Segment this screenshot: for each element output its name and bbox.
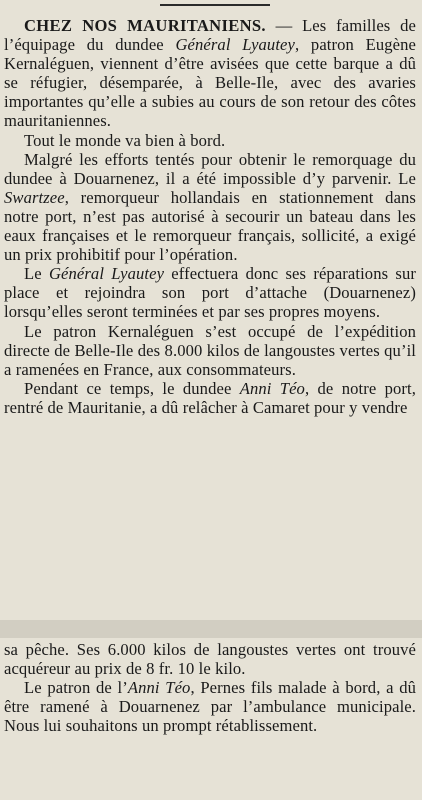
paragraph-4-text-a: Le [24, 264, 49, 284]
article-headline: CHEZ NOS MAURITANIENS. [24, 16, 266, 35]
paragraph-6-continued: sa pêche. Ses 6.000 kilos de langoustes vertes ont trouvé acquéreur au prix de 8 fr. 10 le kilo. [4, 640, 416, 679]
paragraph-7 [4, 678, 416, 735]
paragraph-3-text-a: Malgré les efforts tentés pour obtenir le remorquage du dundee à Douarnenez, il a été impossible d’y parvenir. Le [4, 149, 416, 188]
clipping-seam [0, 620, 422, 638]
anni-teo-name: Anni Téo [239, 378, 305, 398]
paragraph-3-text-b: , remorqueur hollandais en stationnement dans notre port, n’est pas autorisé à secourir un bateau dans les eaux françaises et le remorqueur français, sollicité, a exigé un prix prohibitif pour l’opération. [4, 187, 416, 265]
paragraph-2: Tout le monde va bien à bord. [24, 130, 226, 150]
paragraph-1-text-a: — Les familles de l’équipage du dundee [4, 16, 416, 55]
paragraph-6-text-b: , de notre port, rentré de Mauritanie, a dû relâcher à Camaret pour y vendre [4, 378, 416, 417]
paragraph-1-text-b: , patron Eugène Kernaléguen, viennent d’être avisées que cette barque a dû se réfugier, désemparée, à Belle-Ile, avec des avaries importantes qu’elle a subies au cours de son retour des côtes mauritaniennes. [4, 35, 416, 131]
paragraph-5: Le patron Kernaléguen s’est occupé de l’expédition directe de Belle-Ile des 8.000 kilos de langoustes vertes qu’il a ramenées en France, aux consommateurs. [4, 321, 416, 379]
article-column-upper [4, 16, 416, 417]
top-rule [160, 4, 270, 6]
paragraph-6-text-a: Pendant ce temps, le dundee [24, 378, 240, 398]
paragraph-1 [4, 16, 416, 131]
paragraph-7-text-a: Le patron de l’ [24, 678, 128, 698]
article-column-lower [4, 640, 416, 735]
tug-name: Swartzee [4, 187, 65, 207]
paragraph-4-text-b: effectuera donc ses réparations sur place et rejoindra son port d’attache (Douarnenez) lorsqu’elles seront terminées et par ses propres moyens. [4, 264, 416, 322]
anni-teo-name-2: Anni Téo [127, 678, 191, 698]
paragraph-6 [4, 379, 416, 417]
paragraph-7-text-b: , Pernes fils malade à bord, a dû être ramené à Douarnenez par l’ambulance municipale. Nous lui souhaitons un prompt rétablissement. [4, 678, 417, 736]
boat-name-2: Général Lyautey [48, 264, 165, 284]
boat-name: Général Lyautey [175, 35, 295, 55]
paragraph-3 [4, 150, 416, 265]
paragraph-4 [4, 264, 416, 321]
